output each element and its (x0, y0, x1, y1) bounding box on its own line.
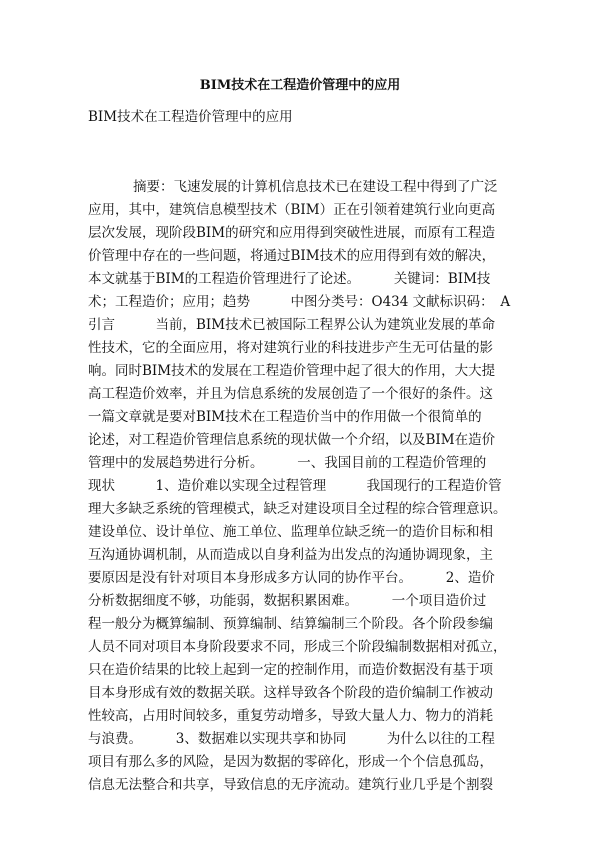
body-line-text: 目本身形成有效的数据关联。这样导致各个阶段的造价编制工作被动 (88, 685, 493, 701)
body-line (0, 245, 600, 268)
body-line-text: 建设单位、设计单位、施工单位、监理单位缺乏统一的造价目标和相 (88, 524, 493, 540)
body-line-text: 应用，其中，建筑信息模型技术（BIM）正在引领着建筑行业向更高 (88, 202, 496, 218)
body-line-text: 现状 1、造价难以实现全过程管理 我国现行的工程造价管 (88, 478, 502, 494)
document-subtitle: BIM技术在工程造价管理中的应用 (88, 109, 293, 125)
body-line (0, 176, 600, 199)
body-line (0, 590, 600, 613)
body-line-text: 只在造价结果的比较上起到一定的控制作用，而造价数据没有基于项 (88, 662, 493, 678)
body-line-text: 本文就基于BIM的工程造价管理进行了论述。 关键词：BIM技 (88, 271, 491, 287)
body-line (0, 636, 600, 659)
body-line-text: 程一般分为概算编制、预算编制、结算编制三个阶段。各个阶段参编 (88, 616, 493, 632)
body-line-text: 摘要：飞速发展的计算机信息技术已在建设工程中得到了广泛 (133, 179, 498, 195)
body-line-text: 引言 当前，BIM技术已被国际工程界公认为建筑业发展的革命 (88, 317, 496, 333)
body-line-text: 层次发展，现阶段BIM的研究和应用得到突破性进展，而原有工程造 (88, 225, 496, 241)
body-line-text: 分析数据细度不够，功能弱，数据积累困难。 一个项目造价过 (88, 593, 487, 609)
body-line (0, 498, 600, 521)
body-line (0, 429, 600, 452)
body-line (0, 751, 600, 774)
body-line-text: 互沟通协调机制，从而造成以自身利益为出发点的沟通协调现象，主 (88, 547, 493, 563)
body-line-text: 价管理中存在的一些问题，将通过BIM技术的应用得到有效的解决， (88, 248, 496, 264)
body-line (0, 337, 600, 360)
body-line (0, 314, 600, 337)
body-line (0, 222, 600, 245)
body-line (0, 291, 600, 314)
body-line-text: 论述，对工程造价管理信息系统的现状做一个介绍，以及BIM在造价 (88, 432, 496, 448)
body-line (0, 521, 600, 544)
body-line (0, 728, 600, 751)
body-line-text: 性技术，它的全面应用，将对建筑行业的科技进步产生无可估量的影 (88, 340, 493, 356)
body-line-text: 信息无法整合和共享，导致信息的无序流动。建筑行业几乎是个割裂 (88, 777, 493, 793)
body-line-text: 理大多缺乏系统的管理模式，缺乏对建设项目全过程的综合管理意识。 (88, 501, 507, 517)
body-line (0, 567, 600, 590)
body-line (0, 659, 600, 682)
body-line (0, 360, 600, 383)
body-line-text: 一篇文章就是要对BIM技术在工程造价当中的作用做一个很简单的 (88, 409, 482, 425)
body-line-text: 与浪费。 3、数据难以实现共享和协同 为什么以往的工程 (88, 731, 495, 747)
body-line-text: 人员不同对项目本身阶段要求不同，形成三个阶段编制数据相对孤立， (88, 639, 507, 655)
body-line (0, 544, 600, 567)
body-line-text: 高工程造价效率，并且为信息系统的发展创造了一个很好的条件。这 (88, 386, 493, 402)
document-body (0, 176, 600, 797)
body-line (0, 682, 600, 705)
body-line-text: 性较高，占用时间较多，重复劳动增多，导致大量人力、物力的消耗 (88, 708, 493, 724)
body-line-text: 管理中的发展趋势进行分析。 一、我国目前的工程造价管理的 (88, 455, 487, 471)
body-line-text: 响。同时BIM技术的发展在工程造价管理中起了很大的作用，大大提 (88, 363, 496, 379)
body-line (0, 406, 600, 429)
body-line (0, 383, 600, 406)
body-line-text: 要原因是没有针对项目本身形成多方认同的协作平台。 2、造价 (88, 570, 495, 586)
body-line (0, 613, 600, 636)
body-line (0, 774, 600, 797)
body-line (0, 268, 600, 291)
body-line (0, 475, 600, 498)
body-line-text: 项目有那么多的风险，是因为数据的零碎化，形成一个个信息孤岛， (88, 754, 493, 770)
body-line-text: 术；工程造价；应用；趋势 中图分类号：O434 文献标识码： A (88, 294, 511, 310)
body-line (0, 199, 600, 222)
document-title: BIM技术在工程造价管理中的应用 (199, 78, 401, 93)
body-line (0, 452, 600, 475)
body-line (0, 705, 600, 728)
